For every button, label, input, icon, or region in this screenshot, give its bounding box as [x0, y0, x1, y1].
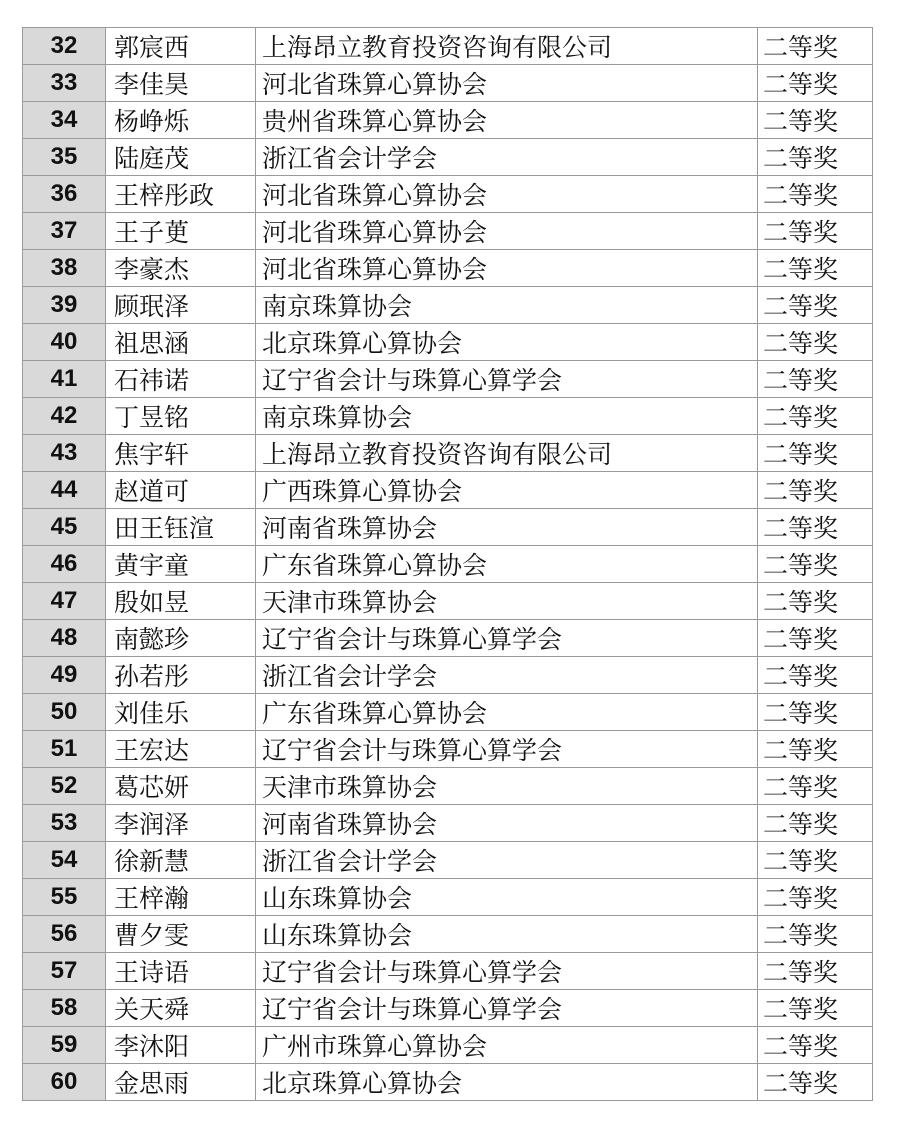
- rank-number-cell: 40: [23, 324, 106, 361]
- organization-cell: 南京珠算协会: [256, 398, 758, 435]
- table-row: [23, 324, 873, 361]
- table-row: [23, 583, 873, 620]
- organization-cell: 天津市珠算协会: [256, 583, 758, 620]
- organization-cell: 辽宁省会计与珠算心算学会: [256, 953, 758, 990]
- table-row: [23, 731, 873, 768]
- winner-name-cell: 李润泽: [106, 805, 256, 842]
- award-table: [22, 27, 873, 1101]
- table-row: [23, 139, 873, 176]
- winner-name-cell: 孙若彤: [106, 657, 256, 694]
- organization-cell: 上海昂立教育投资咨询有限公司: [256, 435, 758, 472]
- prize-level-cell: 二等奖: [758, 398, 873, 435]
- rank-number-cell: 55: [23, 879, 106, 916]
- prize-level-cell: 二等奖: [758, 546, 873, 583]
- rank-number-cell: 53: [23, 805, 106, 842]
- winner-name-cell: 祖思涵: [106, 324, 256, 361]
- winner-name-cell: 杨峥烁: [106, 102, 256, 139]
- table-row: [23, 842, 873, 879]
- winner-name-cell: 金思雨: [106, 1064, 256, 1101]
- prize-level-cell: 二等奖: [758, 509, 873, 546]
- rank-number-cell: 59: [23, 1027, 106, 1064]
- prize-level-cell: 二等奖: [758, 213, 873, 250]
- winner-name-cell: 南懿珍: [106, 620, 256, 657]
- rank-number-cell: 48: [23, 620, 106, 657]
- rank-number-cell: 33: [23, 65, 106, 102]
- winner-name-cell: 王诗语: [106, 953, 256, 990]
- rank-number-cell: 34: [23, 102, 106, 139]
- organization-cell: 上海昂立教育投资咨询有限公司: [256, 28, 758, 65]
- winner-name-cell: 殷如昱: [106, 583, 256, 620]
- organization-cell: 浙江省会计学会: [256, 139, 758, 176]
- prize-level-cell: 二等奖: [758, 435, 873, 472]
- prize-level-cell: 二等奖: [758, 472, 873, 509]
- rank-number-cell: 60: [23, 1064, 106, 1101]
- table-row: [23, 435, 873, 472]
- rank-number-cell: 52: [23, 768, 106, 805]
- winner-name-cell: 丁昱铭: [106, 398, 256, 435]
- prize-level-cell: 二等奖: [758, 805, 873, 842]
- rank-number-cell: 51: [23, 731, 106, 768]
- prize-level-cell: 二等奖: [758, 102, 873, 139]
- winner-name-cell: 李沐阳: [106, 1027, 256, 1064]
- winner-name-cell: 田王钰渲: [106, 509, 256, 546]
- prize-level-cell: 二等奖: [758, 28, 873, 65]
- table-row: [23, 361, 873, 398]
- prize-level-cell: 二等奖: [758, 361, 873, 398]
- table-row: [23, 546, 873, 583]
- winner-name-cell: 黄宇童: [106, 546, 256, 583]
- table-row: [23, 65, 873, 102]
- rank-number-cell: 56: [23, 916, 106, 953]
- winner-name-cell: 刘佳乐: [106, 694, 256, 731]
- organization-cell: 北京珠算心算协会: [256, 324, 758, 361]
- prize-level-cell: 二等奖: [758, 694, 873, 731]
- rank-number-cell: 44: [23, 472, 106, 509]
- winner-name-cell: 焦宇轩: [106, 435, 256, 472]
- winner-name-cell: 赵道可: [106, 472, 256, 509]
- organization-cell: 广东省珠算心算协会: [256, 694, 758, 731]
- winner-name-cell: 曹夕雯: [106, 916, 256, 953]
- winner-name-cell: 王子茰: [106, 213, 256, 250]
- winner-name-cell: 关天舜: [106, 990, 256, 1027]
- prize-level-cell: 二等奖: [758, 1027, 873, 1064]
- winner-name-cell: 顾珉泽: [106, 287, 256, 324]
- prize-level-cell: 二等奖: [758, 139, 873, 176]
- rank-number-cell: 50: [23, 694, 106, 731]
- table-row: [23, 472, 873, 509]
- winner-name-cell: 徐新慧: [106, 842, 256, 879]
- table-row: [23, 176, 873, 213]
- organization-cell: 北京珠算心算协会: [256, 1064, 758, 1101]
- organization-cell: 浙江省会计学会: [256, 842, 758, 879]
- organization-cell: 河北省珠算心算协会: [256, 65, 758, 102]
- rank-number-cell: 39: [23, 287, 106, 324]
- rank-number-cell: 41: [23, 361, 106, 398]
- rank-number-cell: 49: [23, 657, 106, 694]
- table-row: [23, 287, 873, 324]
- prize-level-cell: 二等奖: [758, 583, 873, 620]
- rank-number-cell: 57: [23, 953, 106, 990]
- rank-number-cell: 32: [23, 28, 106, 65]
- organization-cell: 浙江省会计学会: [256, 657, 758, 694]
- table-row: [23, 398, 873, 435]
- table-row: [23, 28, 873, 65]
- prize-level-cell: 二等奖: [758, 842, 873, 879]
- winner-name-cell: 郭宸西: [106, 28, 256, 65]
- table-row: [23, 990, 873, 1027]
- rank-number-cell: 58: [23, 990, 106, 1027]
- winner-name-cell: 王宏达: [106, 731, 256, 768]
- organization-cell: 河南省珠算协会: [256, 509, 758, 546]
- rank-number-cell: 36: [23, 176, 106, 213]
- organization-cell: 天津市珠算协会: [256, 768, 758, 805]
- table-row: [23, 509, 873, 546]
- table-row: [23, 768, 873, 805]
- winner-name-cell: 王梓瀚: [106, 879, 256, 916]
- table-row: [23, 694, 873, 731]
- organization-cell: 河北省珠算心算协会: [256, 213, 758, 250]
- prize-level-cell: 二等奖: [758, 768, 873, 805]
- prize-level-cell: 二等奖: [758, 990, 873, 1027]
- organization-cell: 山东珠算协会: [256, 879, 758, 916]
- rank-number-cell: 54: [23, 842, 106, 879]
- rank-number-cell: 46: [23, 546, 106, 583]
- winner-name-cell: 石祎诺: [106, 361, 256, 398]
- rank-number-cell: 47: [23, 583, 106, 620]
- organization-cell: 河北省珠算心算协会: [256, 176, 758, 213]
- table-row: [23, 1064, 873, 1101]
- rank-number-cell: 38: [23, 250, 106, 287]
- table-row: [23, 620, 873, 657]
- prize-level-cell: 二等奖: [758, 176, 873, 213]
- organization-cell: 广东省珠算心算协会: [256, 546, 758, 583]
- table-row: [23, 213, 873, 250]
- organization-cell: 广州市珠算心算协会: [256, 1027, 758, 1064]
- rank-number-cell: 42: [23, 398, 106, 435]
- winner-name-cell: 王梓彤政: [106, 176, 256, 213]
- organization-cell: 山东珠算协会: [256, 916, 758, 953]
- prize-level-cell: 二等奖: [758, 250, 873, 287]
- prize-level-cell: 二等奖: [758, 916, 873, 953]
- organization-cell: 南京珠算协会: [256, 287, 758, 324]
- organization-cell: 辽宁省会计与珠算心算学会: [256, 731, 758, 768]
- award-table-body: [23, 28, 873, 1101]
- winner-name-cell: 李佳昊: [106, 65, 256, 102]
- winner-name-cell: 陆庭茂: [106, 139, 256, 176]
- winner-name-cell: 李豪杰: [106, 250, 256, 287]
- table-row: [23, 953, 873, 990]
- table-row: [23, 879, 873, 916]
- table-row: [23, 250, 873, 287]
- organization-cell: 贵州省珠算心算协会: [256, 102, 758, 139]
- rank-number-cell: 45: [23, 509, 106, 546]
- prize-level-cell: 二等奖: [758, 731, 873, 768]
- winner-name-cell: 葛芯妍: [106, 768, 256, 805]
- organization-cell: 辽宁省会计与珠算心算学会: [256, 361, 758, 398]
- table-row: [23, 805, 873, 842]
- rank-number-cell: 37: [23, 213, 106, 250]
- prize-level-cell: 二等奖: [758, 324, 873, 361]
- prize-level-cell: 二等奖: [758, 65, 873, 102]
- organization-cell: 河南省珠算协会: [256, 805, 758, 842]
- table-row: [23, 916, 873, 953]
- table-row: [23, 1027, 873, 1064]
- rank-number-cell: 35: [23, 139, 106, 176]
- organization-cell: 广西珠算心算协会: [256, 472, 758, 509]
- prize-level-cell: 二等奖: [758, 620, 873, 657]
- organization-cell: 河北省珠算心算协会: [256, 250, 758, 287]
- prize-level-cell: 二等奖: [758, 953, 873, 990]
- organization-cell: 辽宁省会计与珠算心算学会: [256, 990, 758, 1027]
- table-row: [23, 657, 873, 694]
- prize-level-cell: 二等奖: [758, 657, 873, 694]
- prize-level-cell: 二等奖: [758, 287, 873, 324]
- prize-level-cell: 二等奖: [758, 879, 873, 916]
- table-row: [23, 102, 873, 139]
- rank-number-cell: 43: [23, 435, 106, 472]
- organization-cell: 辽宁省会计与珠算心算学会: [256, 620, 758, 657]
- prize-level-cell: 二等奖: [758, 1064, 873, 1101]
